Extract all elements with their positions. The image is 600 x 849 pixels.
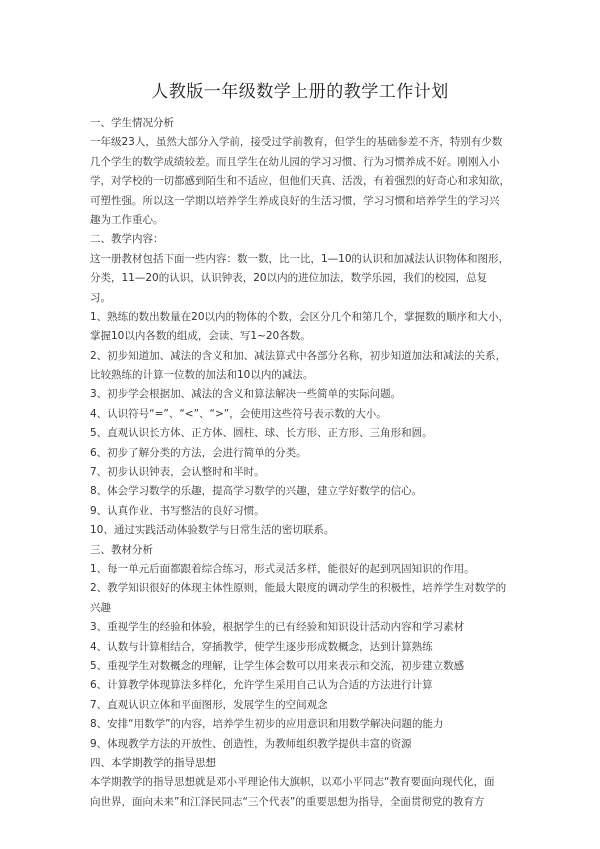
body-line: 可塑性强。所以这一学期以培养学生养成良好的生活习惯，学习习惯和培养学生的学习兴 [90,194,500,207]
body-line: 向世界，面向未来”和江泽民同志“三个代表”的重要思想为指导，全面贯彻党的教育方 [90,795,485,808]
body-line: 比较熟练的计算一位数的加法和10以内的减法。 [90,369,314,382]
body-line: 4、认数与计算相结合，穿插教学，使学生逐步形成数概念，达到计算熟练 [90,640,433,653]
body-line: 6、初步了解分类的方法，会进行简单的分类。 [90,446,307,459]
section-heading: 二、教学内容： [90,233,164,246]
body-line: 趣为工作重心。 [90,213,164,226]
body-line: 2、教学知识很好的体现主体性原则，能最大限度的调动学生的积极性，培养学生对数学的 [90,582,507,595]
body-line: 7、直观认识立体和平面图形，发展学生的空间观念 [90,698,328,711]
body-line: 兴趣 [90,601,111,614]
body-line: 10、通过实践活动体验数学与日常生活的密切联系。 [90,524,335,537]
body-line: 5、直观认识长方体、正方体、圆柱、球、长方形、正方形、三角形和圆。 [90,427,433,440]
body-line: 学，对学校的一切都感到陌生和不适应，但他们天真、活泼，有着强烈的好奇心和求知欲， [90,175,510,188]
body-line: 7、初步认识钟表，会认整时和半时。 [90,466,265,479]
body-line: 1、熟练的数出数量在20以内的物体的个数，会区分几个和第几个，掌握数的顺序和大小， [90,310,510,323]
document-body [90,114,512,812]
body-line: 3、初步学会根据加、减法的含义和算法解决一些简单的实际问题。 [90,388,402,401]
body-line: 一年级23人，虽然大部分入学前，接受过学前教育，但学生的基础参差不齐，特别有少数 [90,136,503,149]
section-heading: 一、学生情况分析 [90,117,174,129]
body-line: 分类，11—20的认识，认识钟表，20以内的进位加法，数学乐园，我们的校园，总复 [90,272,488,285]
body-line: 9、体现教学方法的开放性、创造性，为教师组织教学提供丰富的资源 [90,737,412,750]
body-line: 2、初步知道加、减法的含义和加、减法算式中各部分名称，初步知道加法和减法的关系， [90,349,507,362]
section-heading: 三、教材分析 [90,543,153,556]
body-line: 8、安排“用数学”的内容，培养学生初步的应用意识和用数学解决问题的能力 [90,718,444,731]
body-line: 这一册教材包括下面一些内容：数一数，比一比，1—10的认识和加减法认识物体和图形， [90,252,510,265]
body-line: 4、认识符号“=”、“<”、“>”，会使用这些符号表示数的大小。 [90,407,387,420]
body-line: 3、重视学生的经验和体验，根据学生的已有经验和知识设计活动内容和学习素材 [90,621,465,634]
body-line: 习。 [90,291,111,304]
body-line: 6、计算教学体现算法多样化，允许学生采用自己认为合适的方法进行计算 [90,679,433,692]
body-line: 几个学生的数学成绩较差。而且学生在幼儿园的学习习惯、行为习惯养成不好。刚刚入小 [90,155,500,168]
body-line: 本学期教学的指导思想就是邓小平理论伟大旗帜，以邓小平同志“教育要面向现代化，面 [90,776,495,789]
body-line: 9、认真作业、书写整洁的良好习惯。 [90,504,265,517]
body-line: 8、体会学习数学的乐趣，提高学习数学的兴趣，建立学好数学的信心。 [90,485,423,498]
body-line: 5、重视学生对数概念的理解，让学生体会数可以用来表示和交流，初步建立数感 [90,659,465,672]
body-line: 掌握10以内各数的组成，会读、写1~20各数。 [90,330,311,343]
body-line: 1、每一单元后面都跟着综合练习，形式灵活多样，能很好的起到巩固知识的作用。 [90,562,475,575]
section-heading: 四、本学期教学的指导思想 [90,756,216,769]
document-title: 人教版一年级数学上册的教学工作计划 [151,82,449,102]
